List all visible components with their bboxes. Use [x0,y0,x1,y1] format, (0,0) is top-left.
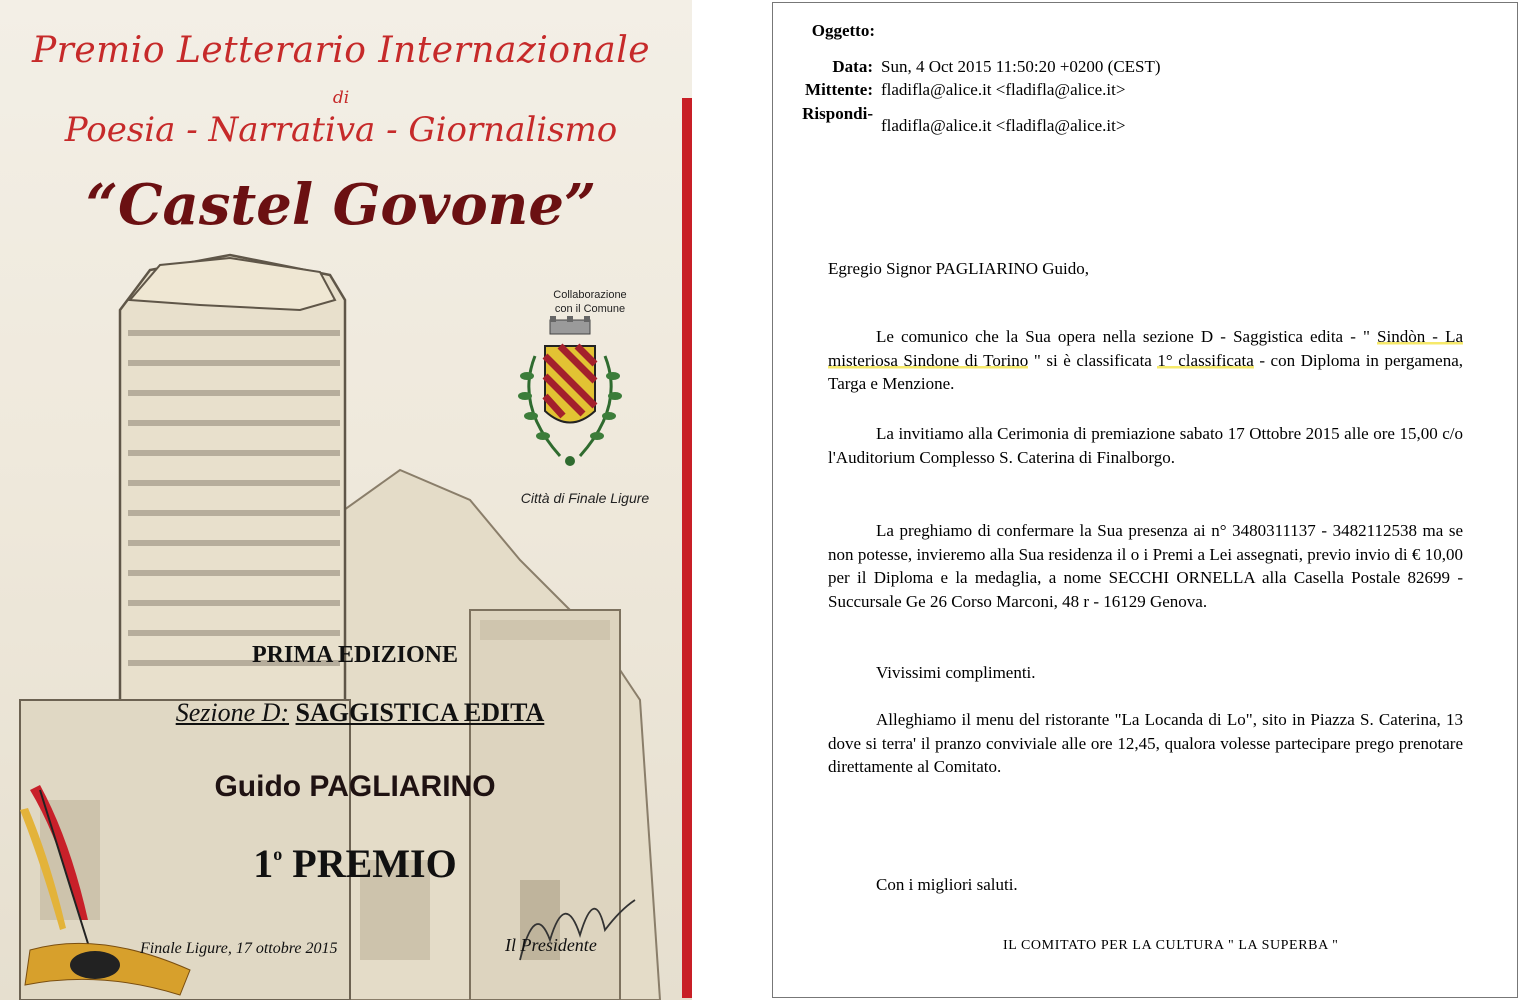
email-letter [772,2,1518,998]
prize-rank [200,840,510,887]
place-date: Finale Ligure, 17 ottobre 2015 [140,940,338,957]
committee-signature: IL COMITATO PER LA CULTURA " LA SUPERBA " [1003,938,1339,953]
p5-text: Alleghiamo il menu del ristorante "La Locanda di Lo", sito in Piazza S. Caterina, 13 dove si terra' il pranzo conviviale alle ore 12,45, qualora volesse partecipare prego prenotare direttamente al Comitato. [828,710,1463,776]
winner-name: Guido PAGLIARINO [214,770,496,803]
reply-to-label: Rispondi- [802,104,873,123]
section-line [130,698,590,728]
sender-value: fladifla@alice.it <fladifla@alice.it> [881,80,1126,99]
p2-text: La invitiamo alla Cerimonia di premiazione sabato 17 Ottobre 2015 alle ore 15,00 c/o l'Auditorium Complesso S. Caterina di Finalborgo. [828,424,1463,467]
paragraph-confirmation [828,519,1463,613]
edition-label: PRIMA EDIZIONE [251,642,459,668]
prize-ordinal: o [273,844,283,864]
closing-text: Con i migliori saluti. [876,875,1018,894]
president-signature [510,880,640,970]
p1-text-b: " si è classificata [1028,350,1158,370]
paragraph-result [828,325,1463,396]
certificate-title-line1: Premio Letterario Internazionale [31,30,651,71]
section-value: SAGGISTICA EDITA [295,698,545,727]
p1-text-a: Le comunico che la Sua opera nella sezione D - Saggistica edita - " [876,327,1378,346]
collab-line2: con il Comune [554,303,626,315]
section-label: Sezione D: [175,698,290,727]
town-crest-icon [505,316,635,486]
p4-text: Vivissimi complimenti. [876,663,1036,682]
date-value: Sun, 4 Oct 2015 11:50:20 +0200 (CEST) [881,57,1161,76]
prize-word: PREMIO [292,841,457,886]
date-label: Data: [832,57,873,76]
city-name: Città di Finale Ligure [520,490,650,506]
closing [828,873,1463,897]
certificate-title-di: di [332,88,350,108]
certificate [0,0,692,1000]
red-side-bar [682,98,692,998]
rank-highlight: 1° classificata [1157,350,1254,370]
reply-to-value: fladifla@alice.it <fladifla@alice.it> [881,116,1126,135]
quill-and-scroll-icon [0,780,200,1000]
sender-label: Mittente: [805,80,873,99]
president-label: Il Presidente [505,935,597,955]
subject-label: Oggetto: [811,21,875,40]
paragraph-compliments [828,661,1463,685]
greeting: Egregio Signor PAGLIARINO Guido, [828,259,1089,278]
prize-number: 1 [253,841,274,886]
paragraph-lunch [828,708,1463,779]
certificate-prize-name: “Castel Govone” [85,172,597,238]
p1-text-c: - con Diploma in pergamena, Targa e Menzione. [828,350,1463,393]
collaboration-note [520,288,660,316]
collab-line1: Collaborazione [553,289,627,301]
p3-text: La preghiamo di confermare la Sua presenza ai n° 3480311137 - 3482112538 ma se non potesse, invieremo alla Sua residenza il o i Premi a Lei assegnati, previo invio di € 10,00 per il Diploma e la medaglia, a nome SECCHI ORNELLA alla Casella Postale 82699 - Succursale Ge 26 Corso Marconi, 48 r - 16129 Genova. [828,521,1463,611]
work-title-highlight: Sindòn - La misteriosa Sindone di Torino [828,327,1463,370]
paragraph-ceremony [828,422,1463,469]
certificate-title-line2: Poesia - Narrativa - Giornalismo [64,110,618,150]
